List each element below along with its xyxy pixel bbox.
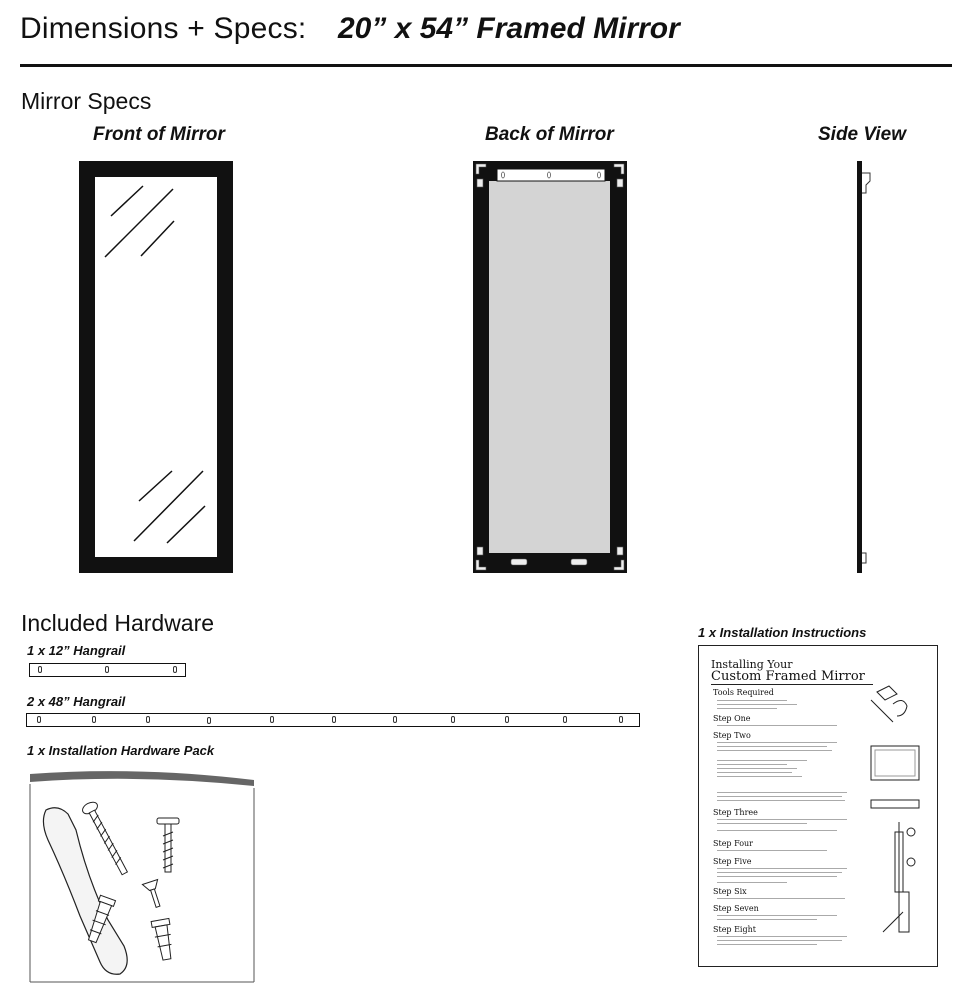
instructions-title-line2: Custom Framed Mirror xyxy=(711,669,873,685)
instructions-label: 1 x Installation Instructions xyxy=(698,625,867,640)
hangrail-12-diagram xyxy=(29,663,186,677)
hangrail-12-label: 1 x 12” Hangrail xyxy=(27,643,126,658)
instructions-title-line1: Installing Your xyxy=(711,658,793,671)
back-view-label: Back of Mirror xyxy=(485,124,614,145)
hardware-pack-illustration xyxy=(28,770,256,984)
hangrail-48-label: 2 x 48” Hangrail xyxy=(27,694,126,709)
instr-step-heading: Step Five xyxy=(713,857,752,866)
hardware-pack-label: 1 x Installation Hardware Pack xyxy=(27,743,215,758)
instr-step-heading: Step One xyxy=(713,714,751,723)
front-view-label: Front of Mirror xyxy=(93,124,225,145)
instructions-sheet xyxy=(698,645,938,967)
page-title: Dimensions + Specs: xyxy=(20,12,307,45)
instr-step-heading: Step Eight xyxy=(713,925,756,934)
instr-step-heading: Step Seven xyxy=(713,904,759,913)
instr-step-heading: Step Four xyxy=(713,839,753,848)
product-name: 20” x 54” Framed Mirror xyxy=(338,12,680,45)
included-hardware-heading: Included Hardware xyxy=(21,610,215,636)
instr-step-heading: Step Two xyxy=(713,731,751,740)
hangrail-48-diagram xyxy=(26,713,640,727)
instr-step-heading: Tools Required xyxy=(713,688,774,697)
instr-step-heading: Step Six xyxy=(713,887,747,896)
side-view-label: Side View xyxy=(818,124,906,145)
back-mirror-diagram xyxy=(473,161,627,573)
mirror-specs-heading: Mirror Specs xyxy=(21,88,152,114)
side-view-diagram xyxy=(852,161,882,573)
instructions-illustrations xyxy=(859,682,929,958)
instr-step-heading: Step Three xyxy=(713,808,758,817)
front-mirror-diagram xyxy=(79,161,233,573)
header-divider xyxy=(20,64,952,67)
